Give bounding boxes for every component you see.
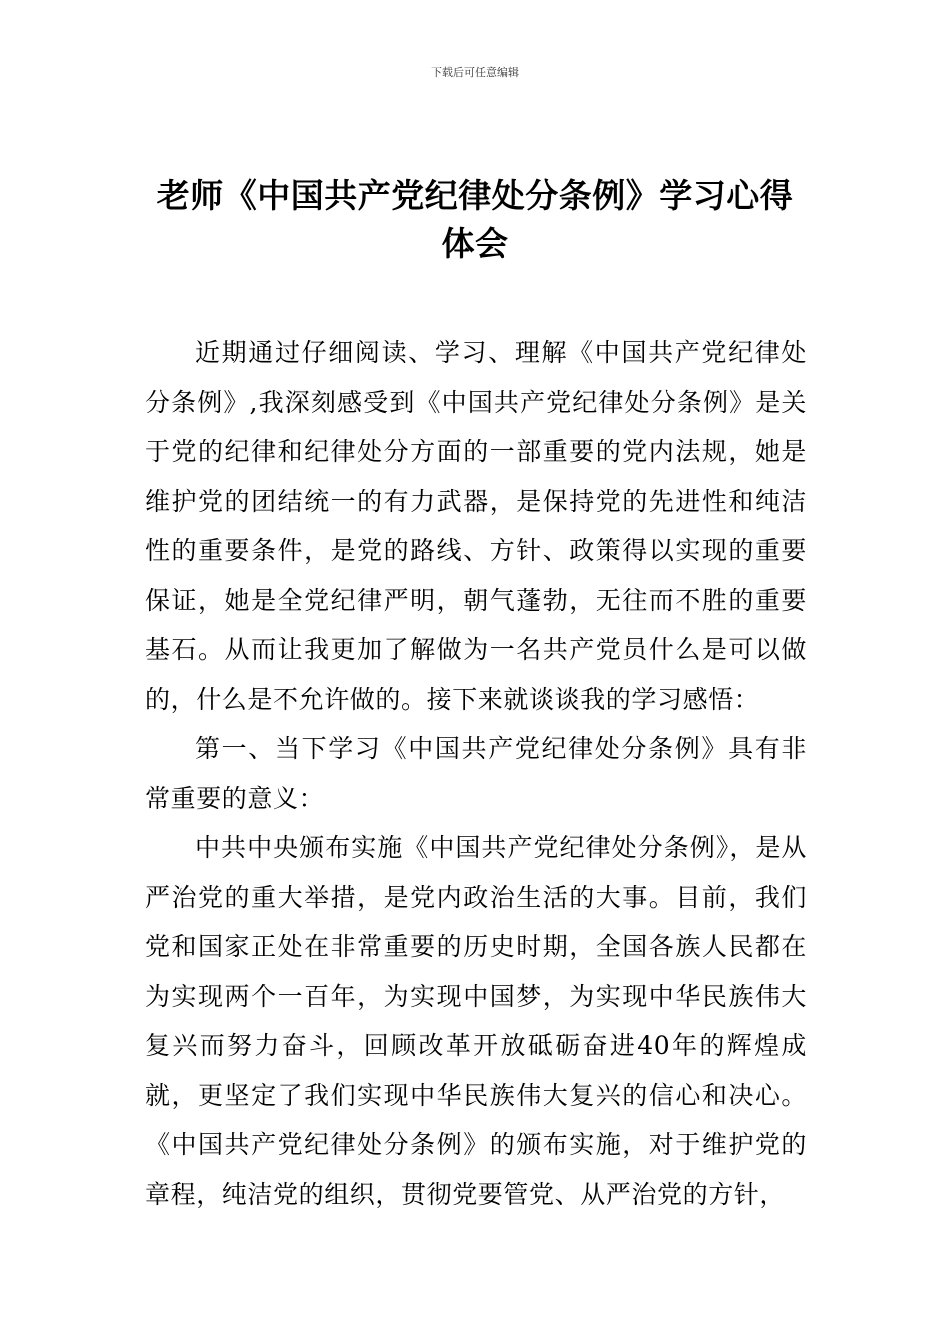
document-title: 老师《中国共产党纪律处分条例》学习心得体会	[156, 176, 794, 263]
paragraph-section-one-heading: 第一、当下学习《中国共产党纪律处分条例》具有非常重要的意义：	[145, 734, 807, 813]
paragraph-section-one-body: 中共中央颁布实施《中国共产党纪律处分条例》，是从严治党的重大举措，是党内政治生活的大事。目前，我们党和国家正处在非常重要的历史时期，全国各族人民都在为实现两个一百年，为实现中国梦，为实现中华民族伟大复兴而努力奋斗，回顾改革开放砥砺奋进40年的辉煌成就，更坚定了我们实现中华民族伟大复兴的信心和决心。《中国共产党纪律处分条例》的颁布实施，对于维护党的章程，纯洁党的组织，贯彻党要管党、从严治党的方针，	[145, 833, 807, 1209]
header-note: 下载后可任意编辑	[431, 66, 519, 79]
document-body	[145, 328, 807, 1219]
paragraph-intro: 近期通过仔细阅读、学习、理解《中国共产党纪律处分条例》,我深刻感受到《中国共产党纪律处分条例》是关于党的纪律和纪律处分方面的一部重要的党内法规，她是维护党的团结统一的有力武器，是保持党的先进性和纯洁性的重要条件，是党的路线、方针、政策得以实现的重要保证，她是全党纪律严明，朝气蓬勃，无往而不胜的重要基石。从而让我更加了解做为一名共产党员什么是可以做的，什么是不允许做的。接下来就谈谈我的学习感悟：	[145, 338, 807, 714]
